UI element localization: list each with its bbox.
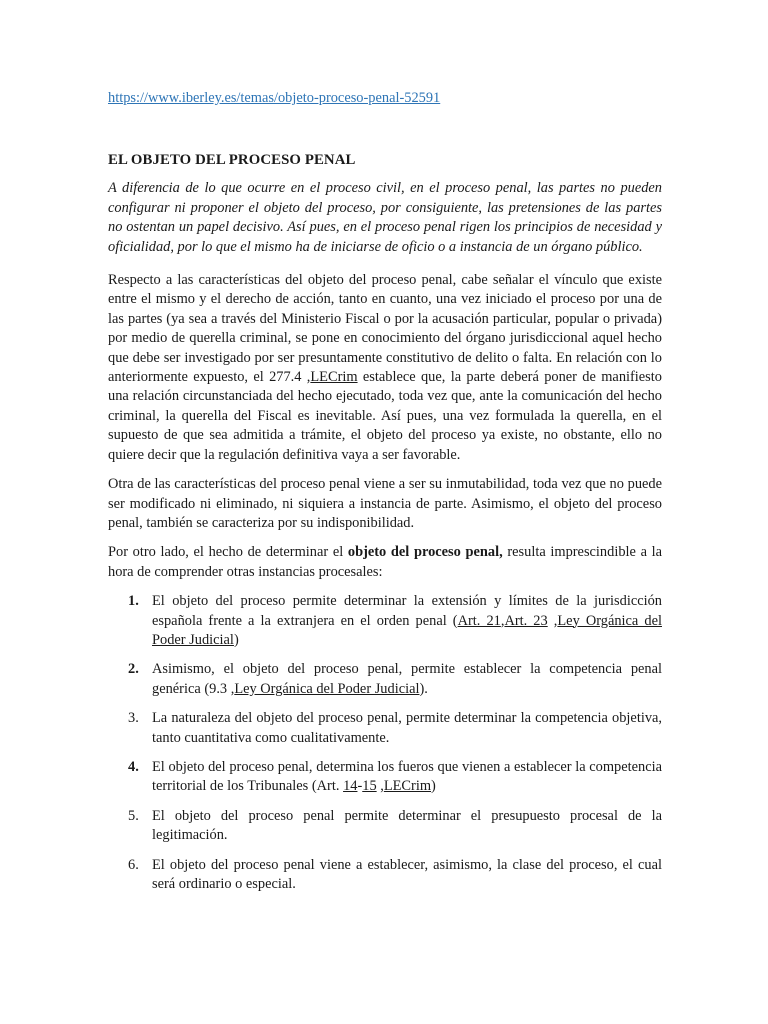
list-item	[108, 758, 662, 797]
art-15-link[interactable]: 15	[362, 778, 377, 795]
list-number: 4.	[128, 758, 139, 775]
list-number: 1.	[128, 593, 139, 610]
list-item	[108, 660, 662, 699]
list-text: Asimismo, el objeto del proceso penal, permite establecer la competencia penal genérica (9.3 ,	[152, 661, 662, 697]
art-21-link[interactable]: Art. 21	[457, 612, 501, 629]
lopj-link[interactable]: Ley Orgánica del Poder Judicial	[152, 612, 662, 648]
list-end: )	[233, 631, 239, 648]
list-text: La naturaleza del objeto del proceso penal, permite determinar la competencia objetiva, tanto cuantitativa como cualitativamente.	[152, 710, 662, 746]
list-text: El objeto del proceso penal viene a establecer, asimismo, la clase del proceso, el cual será ordinario o especial.	[152, 856, 662, 892]
importance-paragraph	[108, 543, 662, 582]
list-text: El objeto del proceso penal permite determinar el presupuesto procesal de la legitimación.	[152, 807, 662, 844]
list-text: El objeto del proceso permite determinar la extensión y límites de la jurisdicción española frente a la extranjera en el orden penal (	[152, 593, 662, 629]
separator: -	[357, 778, 363, 795]
list-end: ).	[419, 680, 428, 697]
paragraph-text: Respecto a las características del objeto del proceso penal, cabe señalar el vínculo que existe entre el mismo y el derecho de acción, tanto en cuanto, una vez iniciado el proceso por una de las partes (ya sea a través del Ministerio Fiscal o por la acusación particular, popular o privada) por medio de querella criminal, se pone en conocimiento del órgano jurisdiccional aquel hecho que debe ser investigado por ser presuntamente constitutivo de delito o falta. En relación con lo anteriormente expuesto, el 277.4 ,	[108, 272, 662, 386]
art-23-link[interactable]: Art. 23	[504, 612, 548, 629]
lecrim-link[interactable]: LECrim	[383, 778, 432, 795]
document-title: EL OBJETO DEL PROCESO PENAL	[108, 152, 356, 169]
list-number: 2.	[128, 661, 139, 678]
list-end: )	[431, 778, 436, 795]
list-item	[108, 709, 662, 748]
immutability-paragraph: Otra de las características del proceso penal viene a ser su inmutabilidad, toda vez que no puede ser modificado ni eliminado, ni siquiera a instancia de parte. Asimismo, el objeto del proceso penal, también se caracteriza por su indisponibilidad.	[108, 476, 662, 531]
separator: ,	[376, 778, 384, 795]
bold-phrase: objeto del proceso penal,	[347, 544, 503, 561]
list-item	[108, 807, 662, 846]
procedural-list	[108, 592, 662, 894]
characteristics-paragraph	[108, 271, 662, 465]
list-item	[108, 856, 662, 895]
separator: ,	[547, 612, 558, 629]
list-text: El objeto del proceso penal, determina los fueros que vienen a establecer la competencia territorial de los Tribunales (Art.	[152, 758, 662, 795]
art-14-link[interactable]: 14	[343, 778, 358, 795]
paragraph-text: Por otro lado, el hecho de determinar el	[108, 544, 348, 561]
paragraph-text: resulta imprescindible a la hora de comprender otras instancias procesales:	[108, 544, 662, 580]
document-body	[108, 89, 662, 904]
list-item	[108, 592, 662, 650]
separator: ,	[500, 612, 505, 629]
paragraph-text: establece que, la parte deberá poner de manifiesto una relación circunstanciada del hecho ejecutado, toda vez que, ante la comunicación del hecho criminal, la querella del Fiscal es inevitable. Así pues, una vez formulada la querella, en el supuesto de que sea admitida a trámite, el objeto del proceso ya existe, no obstante, ello no quiere decir que la regulación definitiva vaya a ser favorable.	[108, 369, 662, 463]
list-number: 5.	[128, 807, 139, 824]
list-number: 3.	[128, 710, 139, 727]
list-number: 6.	[128, 856, 139, 873]
lopj-link[interactable]: Ley Orgánica del Poder Judicial	[234, 680, 420, 697]
intro-paragraph: A diferencia de lo que ocurre en el proceso civil, en el proceso penal, las partes no pueden configurar ni proponer el objeto del proceso, por consiguiente, las pretensiones de las partes no ostentan un papel decisivo. Así pues, en el proceso penal rigen los principios de necesidad y oficialidad, por lo que el mismo ha de iniciarse de oficio o a instancia de un órgano público.	[108, 180, 662, 255]
source-url-link[interactable]: https://www.iberley.es/temas/objeto-proceso-penal-52591	[108, 90, 441, 106]
lecrim-link[interactable]: LECrim	[310, 369, 358, 386]
